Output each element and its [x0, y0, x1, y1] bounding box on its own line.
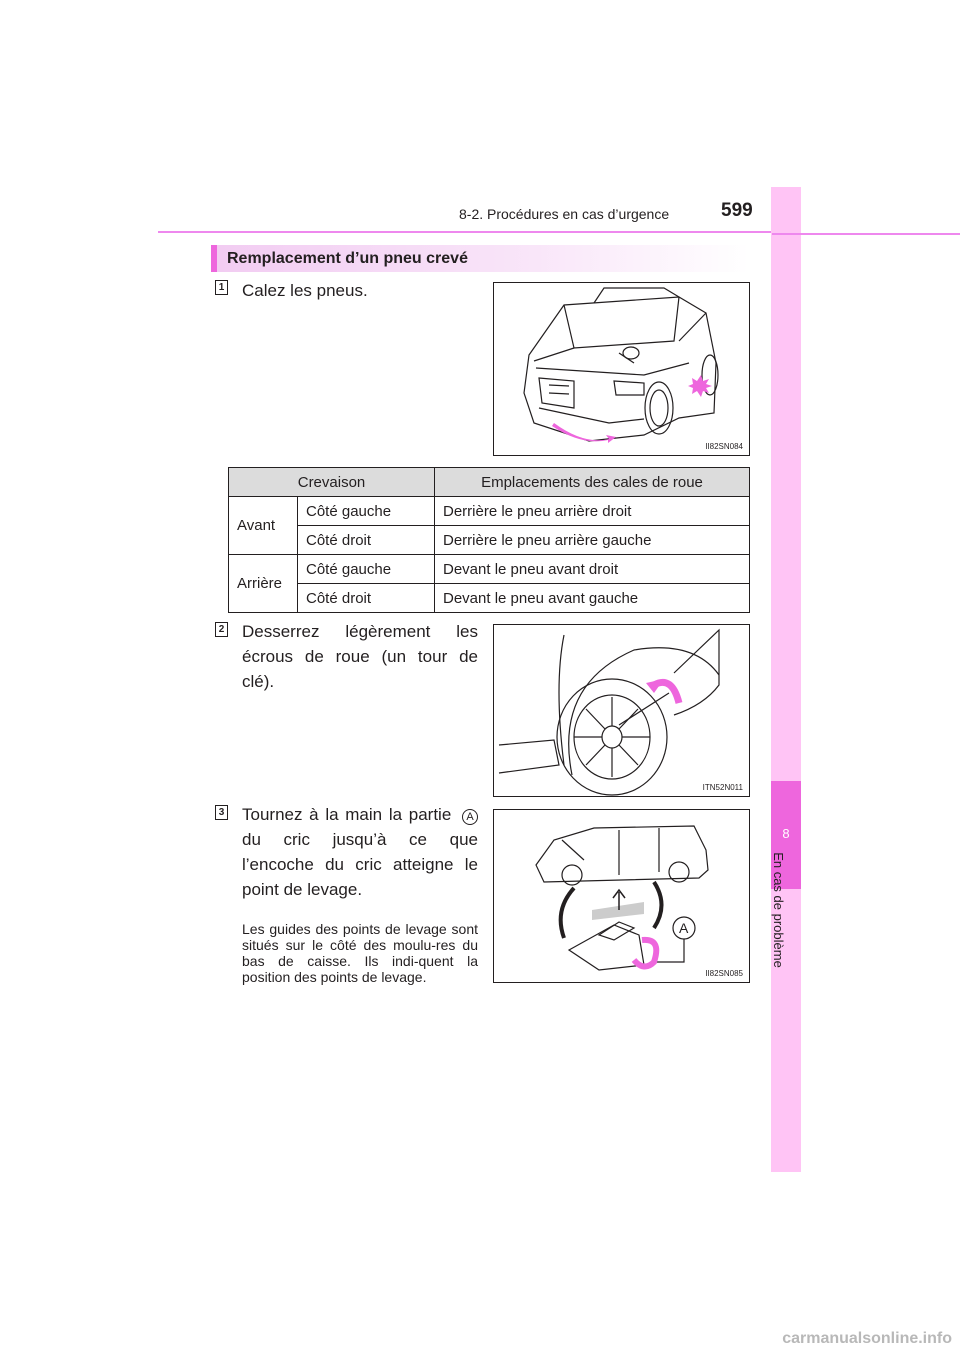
- section-heading: [211, 245, 749, 272]
- callout-a-icon: A: [462, 809, 478, 825]
- table-cell: Côté droit: [298, 584, 435, 613]
- table-cell: Côté gauche: [298, 555, 435, 584]
- step-3-note: Les guides des points de levage sont situés sur le côté des moulu-res du bas de caisse. Ils indi-quent la position des points de levage.: [242, 921, 478, 985]
- step-3-text: [242, 802, 478, 902]
- figure-3-code: II82SN085: [705, 969, 743, 978]
- table-row: [229, 497, 750, 526]
- footer-watermark: carmanualsonline.info: [782, 1330, 952, 1347]
- table-row: [229, 555, 750, 584]
- chapter-side-tab: [771, 187, 801, 1172]
- chapter-number: 8: [782, 826, 790, 841]
- step-2-text: Desserrez légèrement les écrous de roue (un tour de clé).: [242, 622, 478, 691]
- table-group-label: Arrière: [229, 555, 298, 613]
- side-rule: [772, 233, 960, 235]
- figure-2-code: ITN52N011: [702, 783, 743, 792]
- section-header: 8-2. Procédures en cas d’urgence: [459, 206, 670, 222]
- table-header: Crevaison: [229, 468, 435, 497]
- step-1-number: 1: [215, 280, 228, 295]
- wheel-chock-table: [228, 467, 750, 613]
- table-cell: Devant le pneu avant gauche: [435, 584, 750, 613]
- table-group-label: Avant: [229, 497, 298, 555]
- table-header: Emplacements des cales de roue: [435, 468, 750, 497]
- wheel-illustration: [494, 625, 749, 796]
- table-row: [229, 526, 750, 555]
- step-3-number: 3: [215, 805, 228, 820]
- header-rule: [158, 231, 772, 233]
- table-row: [229, 584, 750, 613]
- figure-wheel-chocks: [493, 282, 750, 456]
- step-1-text: Calez les pneus.: [242, 281, 368, 300]
- figure-1-code: II82SN084: [705, 442, 743, 451]
- jack-illustration: [494, 810, 749, 982]
- table-header-row: [229, 468, 750, 497]
- figure-loosen-nuts: [493, 624, 750, 797]
- table-cell: Côté gauche: [298, 497, 435, 526]
- figure-3-callout: A: [679, 920, 689, 936]
- table-cell: Derrière le pneu arrière gauche: [435, 526, 750, 555]
- step-2-number: 2: [215, 622, 228, 637]
- table-cell: Côté droit: [298, 526, 435, 555]
- step-3-text-after: du cric jusqu’à ce que l’encoche du cric atteigne le point de levage.: [242, 830, 478, 899]
- chapter-title: En cas de problème: [771, 852, 786, 968]
- table-cell: Derrière le pneu arrière droit: [435, 497, 750, 526]
- minivan-front-illustration: [494, 283, 749, 455]
- table-cell: Devant le pneu avant droit: [435, 555, 750, 584]
- figure-jack: [493, 809, 750, 983]
- section-title: Remplacement d’un pneu crevé: [227, 250, 468, 267]
- page-number: 599: [721, 200, 753, 221]
- step-3-text-before: Tournez à la main la partie: [242, 805, 452, 824]
